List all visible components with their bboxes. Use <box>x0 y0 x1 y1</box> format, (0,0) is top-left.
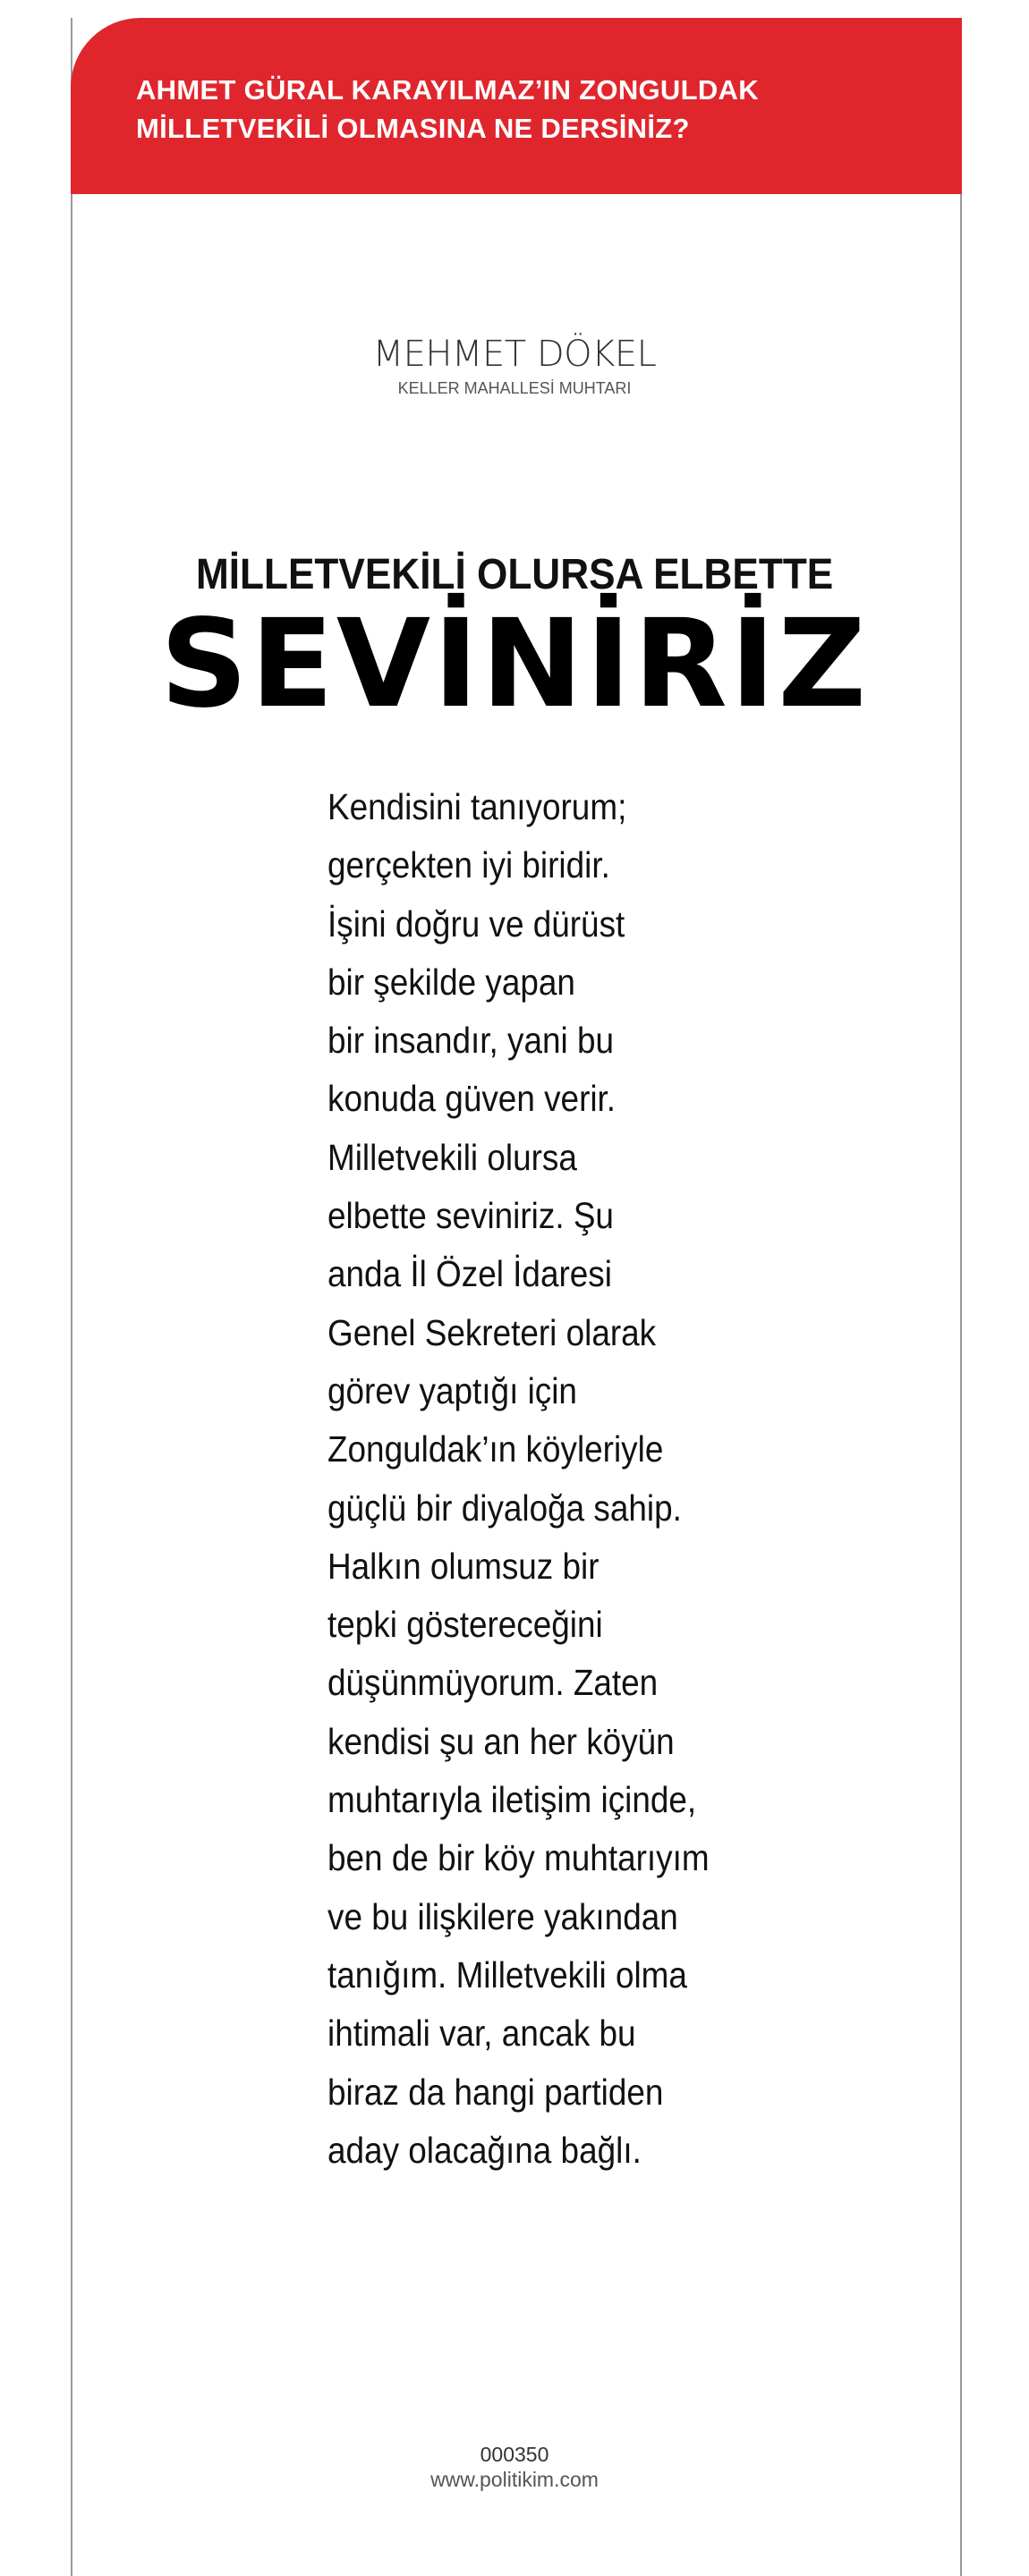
answer-line: aday olacağına bağlı. <box>327 2129 642 2171</box>
answer-line: biraz da hangi partiden <box>327 2071 664 2113</box>
banner-line-2: MİLLETVEKİLİ OLMASINA NE DERSİNİZ? <box>136 113 690 144</box>
answer-line: Halkın olumsuz bir <box>327 1545 600 1587</box>
answer-line: ihtimali var, ancak bu <box>327 2012 636 2055</box>
answer-line: konuda güven verir. <box>327 1078 617 1120</box>
answer-line: Zonguldak’ın köyleriyle <box>327 1428 664 1470</box>
answer-line: güçlü bir diyaloğa sahip. <box>327 1487 682 1529</box>
banner-question <box>136 71 962 148</box>
answer-line: İşini doğru ve dürüst <box>327 902 625 945</box>
footer <box>0 2442 1029 2492</box>
answer-line: tepki göstereceğini <box>327 1604 603 1646</box>
footer-code: 000350 <box>480 2443 549 2466</box>
banner-line-1: AHMET GÜRAL KARAYILMAZ’IN ZONGULDAK <box>136 74 759 106</box>
answer-text <box>327 778 793 2180</box>
answer-line: bir şekilde yapan <box>327 961 575 1003</box>
author-block <box>0 333 1029 399</box>
answer-line: ben de bir köy muhtarıyım <box>327 1837 710 1879</box>
answer-line: tanığım. Milletvekili olma <box>327 1953 687 1996</box>
answer-line: gerçekten iyi biridir. <box>327 844 610 886</box>
headline-subtitle: MİLLETVEKİLİ OLURSA ELBETTE <box>195 551 834 598</box>
footer-url: www.politikim.com <box>430 2468 599 2491</box>
answer-line: Kendisini tanıyorum; <box>327 786 627 827</box>
answer-line: anda İl Özel İdaresi <box>327 1253 612 1295</box>
answer-line: kendisi şu an her köyün <box>327 1720 675 1762</box>
answer-line: görev yaptığı için <box>327 1369 577 1411</box>
headline-block <box>0 550 1029 735</box>
answer-line: bir insandır, yani bu <box>327 1020 614 1062</box>
answer-line: muhtarıyla iletişim içinde, <box>327 1779 697 1821</box>
answer-line: elbette seviniriz. Şu <box>327 1195 614 1237</box>
question-banner <box>71 18 962 194</box>
answer-line: ve bu ilişkilere yakından <box>327 1895 678 1937</box>
author-name: MEHMET DÖKEL <box>372 334 657 375</box>
author-title: KELLER MAHALLESİ MUHTARI <box>397 379 632 397</box>
headline-title: SEVİNİRİZ <box>159 594 870 735</box>
answer-line: Milletvekili olursa <box>327 1136 577 1178</box>
answer-line: düşünmüyorum. Zaten <box>327 1662 659 1704</box>
answer-line: Genel Sekreteri olarak <box>327 1311 657 1353</box>
